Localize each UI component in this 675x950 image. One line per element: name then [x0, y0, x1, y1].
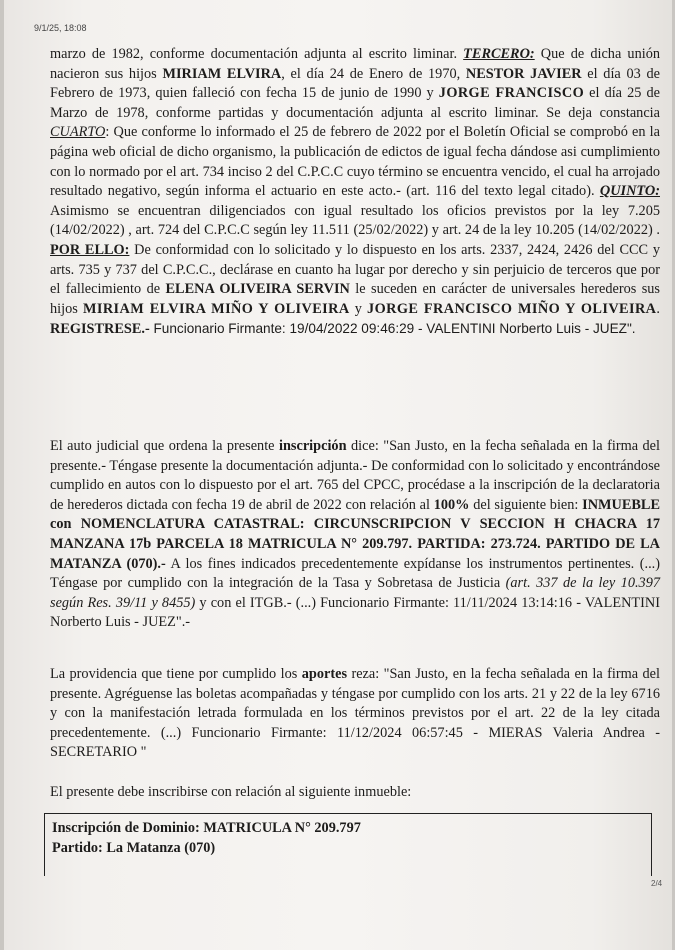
text-run: De conformidad con lo solicitado y lo dispuesto en los arts. 2337, 2424, 2426 del CCC y arts. 735 y 737 del C.P.C.C., declárase en cuanto ha lugar por derecho y sin perjuicio de terceros que por el fallecimiento de — [50, 241, 660, 298]
text-run: dice: "San Justo, en la fecha señalada en la firma del presente.- Téngase presente la documentación adjunta.- De conformidad con lo solicitado y encontrándose cumplido en autos con lo dispuesto por el art. 765 del CPCC, procédase a la inscripción de la declaratoria de herederos dictada con fecha 19 de abril de 2022 con relación al — [50, 438, 660, 513]
text-run: . — [656, 300, 660, 317]
signature-line: Funcionario Firmante: 19/04/2022 09:46:29 - VALENTINI Norberto Luis - JUEZ". — [149, 321, 636, 337]
heir-name: NESTOR JAVIER — [465, 65, 582, 82]
text-run: el día 03 de Febrero de 1973, quien falleció con fecha 15 de junio de 1990 y — [50, 65, 661, 102]
court-order-paragraph — [50, 437, 660, 633]
heading-por-ello: POR ELLO: — [50, 241, 130, 258]
registrese-label: REGISTRESE.- — [50, 321, 150, 338]
heading-cuarto: CUARTO — [50, 124, 106, 141]
document-page — [4, 0, 672, 950]
closing-statement: El presente debe inscribirse con relación al siguiente inmueble: — [50, 784, 412, 800]
text-run: el día 25 de Marzo de 1978, conforme partidas y documentación adjunta al escrito liminar. Se deja constancia — [50, 85, 660, 121]
text-run: y — [349, 300, 368, 317]
print-timestamp: 9/1/25, 18:08 — [34, 23, 87, 33]
text-run: marzo de 1982, conforme documentación adjunta al escrito liminar. — [50, 46, 464, 62]
resolution-paragraph — [50, 45, 660, 340]
page-number: 2/4 — [651, 879, 663, 888]
text-run: y con el ITGB.- (...) Funcionario Firmante: 11/11/2024 13:14:16 - VALENTINI Norberto Luis - JUEZ".- — [50, 594, 661, 631]
heir-name: JORGE FRANCISCO MIÑO Y OLIVEIRA — [367, 300, 657, 317]
text-run: le suceden en carácter de universales herederos sus hijos — [50, 281, 661, 317]
text-run: A los fines indicados precedentemente expídanse los instrumentos pertinentes. (...) Téngase por cumplido con la integración de la Tasa y Sobretasa de Justicia — [50, 555, 660, 592]
legal-citation: (art. 337 de la ley 10.397 según Res. 39/11 y 8455) — [50, 575, 660, 611]
text-run: Que de dicha unión nacieron sus hijos — [50, 46, 660, 82]
partido-line: Partido: La Matanza (070) — [52, 840, 216, 856]
property-description: INMUEBLE con NOMENCLATURA CATASTRAL: CIRCUNSCRIPCION V SECCION H CHACRA 17 MANZANA 17b PARCELA 18 MATRICULA N° 209.797. PARTIDA: 273.724. PARTIDO DE LA MATANZA (070).- — [50, 496, 660, 572]
text-run: : Que conforme lo informado el 25 de febrero de 2022 por el Boletín Oficial se comprobó en la página web oficial de dicho organismo, la publicación de edictos de igual fecha dándose asi cumplimiento con lo normado por el art. 734 inciso 2 del C.P.C.C cuyo término se encuentra vencido, el cual ha arrojado resultado negativo, según informa el actuario en este acto.- (art. 116 del texto legal citado). — [50, 124, 660, 200]
heading-tercero: TERCERO: — [463, 46, 535, 62]
heading-quinto: QUINTO: — [599, 183, 660, 200]
heir-name: JORGE FRANCISCO — [438, 85, 585, 102]
text-run: reza: "San Justo, en la fecha señalada en la firma del presente. Agréguense las boletas acompañadas y téngase por cumplido con los arts. 21 y 22 de la ley 6716 y con la manifestación letrada formulada en los términos previstos por el art. 22 de la ley citada precedentemente. (...) Funcionario Firmante: 11/12/2024 06:57:45 - MIERAS Valeria Andrea - SECRETARIO " — [50, 666, 660, 761]
domain-registration: Inscripción de Dominio: MATRICULA N° 209.797 — [52, 820, 361, 836]
keyword-inscripcion: inscripción — [279, 438, 347, 454]
text-run: Asimismo se encuentran diligenciados con igual resultado los oficios previstos por la ley 7.205 (14/02/2022) , art. 724 del C.P.C.C según ley 11.511 (25/02/2022) y art. 24 de la ley 10.205 (14/02/2022) . — [50, 202, 660, 239]
aportes-paragraph — [50, 665, 660, 763]
property-box — [44, 813, 652, 876]
keyword-aportes: aportes — [301, 666, 348, 682]
percentage: 100% — [433, 496, 470, 513]
deceased-name: ELENA OLIVEIRA SERVIN — [165, 281, 350, 298]
heir-name: MIRIAM ELVIRA MIÑO Y OLIVEIRA — [82, 300, 350, 317]
heir-name: MIRIAM ELVIRA — [162, 65, 282, 82]
text-run: La providencia que tiene por cumplido los — [50, 666, 302, 682]
text-run: del siguiente bien: — [469, 496, 583, 513]
text-run: El auto judicial que ordena la presente — [50, 438, 279, 454]
text-run: , el día 24 de Enero de 1970, — [281, 65, 466, 82]
